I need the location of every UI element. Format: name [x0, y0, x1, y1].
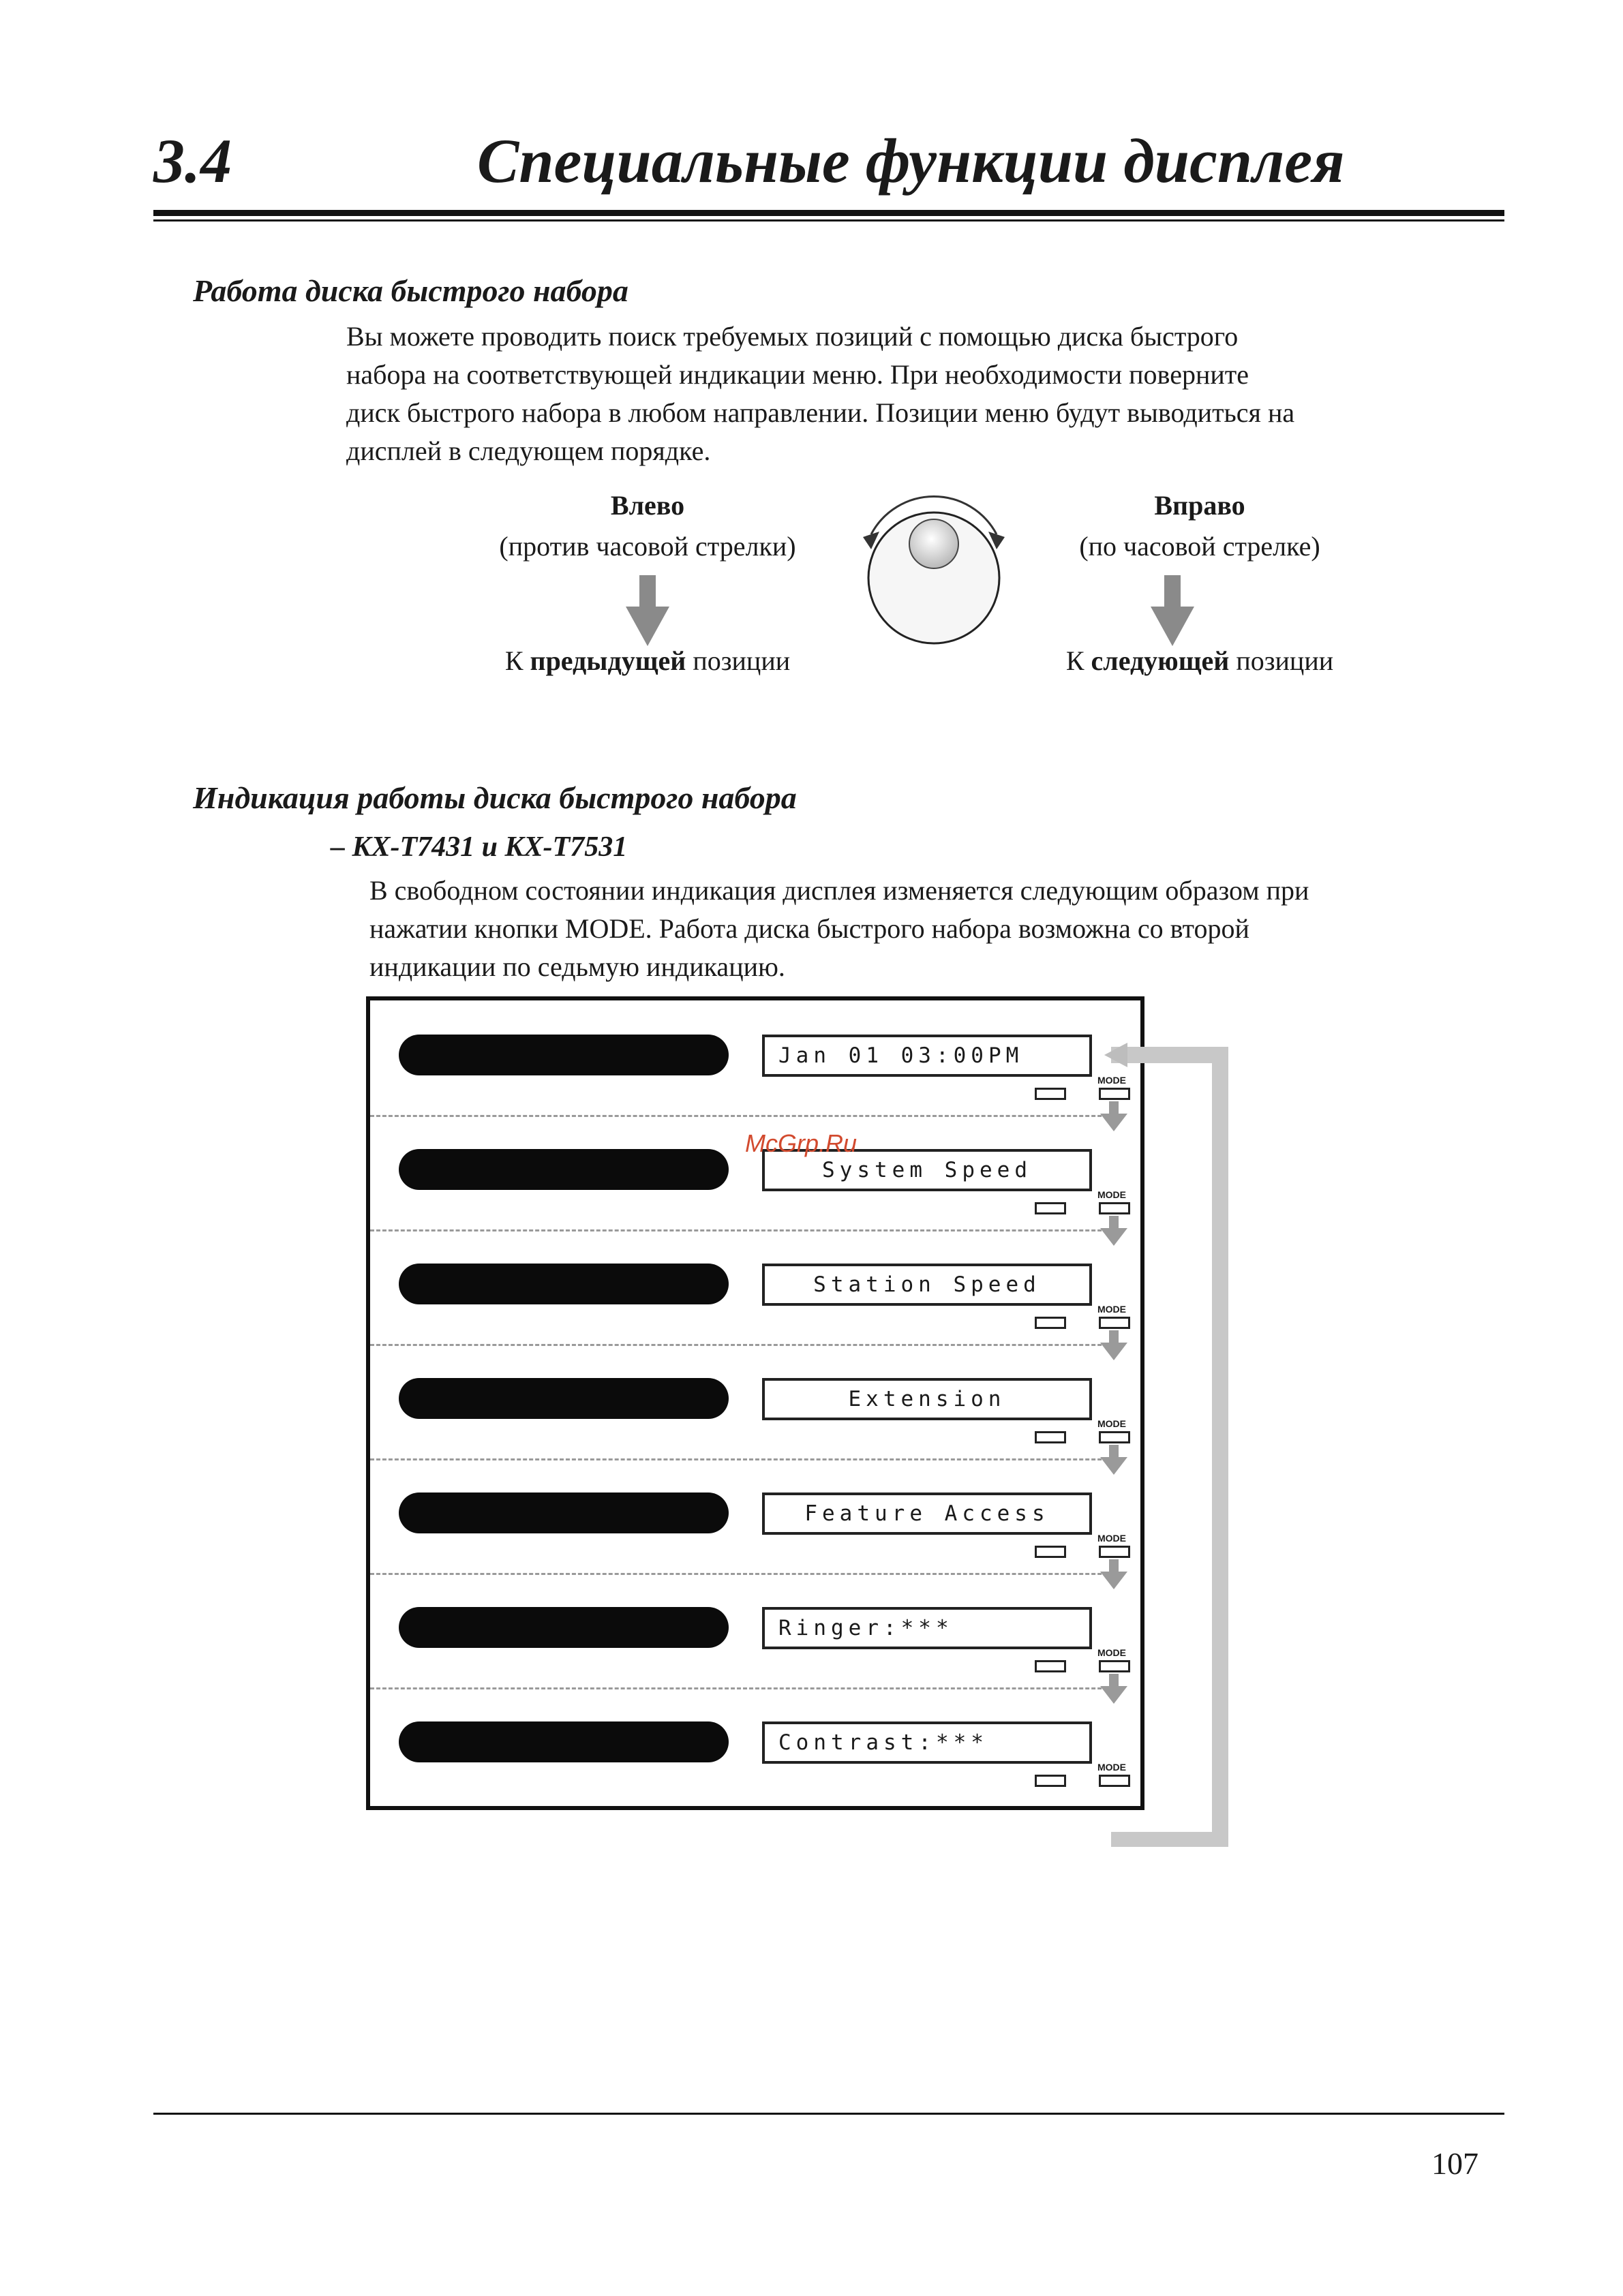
mode-button — [1099, 1202, 1130, 1214]
header-rule-thin — [153, 219, 1504, 221]
paragraph-line: В свободном состоянии индикация дисплея изменяется следующим образом при — [369, 875, 1309, 906]
mode-label: MODE — [1097, 1418, 1126, 1429]
next-down-arrow-icon — [1100, 1330, 1127, 1360]
paragraph-line: диск быстрого набора в любом направлении. Позиции меню будут выводиться на — [346, 397, 1295, 428]
soft-key-button — [1035, 1202, 1066, 1214]
row-divider — [370, 1458, 1120, 1460]
left-subtitle: (против часовой стрелки) — [499, 531, 796, 562]
right-title: Вправо — [1154, 490, 1245, 521]
indication-paragraph — [369, 872, 1460, 986]
mode-label: MODE — [1097, 1762, 1126, 1773]
footer-rule — [153, 2113, 1504, 2115]
page-number: 107 — [1431, 2146, 1478, 2181]
next-down-arrow-icon — [1100, 1674, 1127, 1704]
lcd-screen: Contrast:*** — [762, 1721, 1092, 1764]
handset-display-bar — [399, 1493, 729, 1533]
mode-button — [1099, 1088, 1130, 1100]
soft-key-button — [1035, 1775, 1066, 1787]
right-result: К следующей позиции — [1065, 645, 1334, 676]
right-down-arrow-icon — [1151, 575, 1194, 646]
next-down-arrow-icon — [1100, 1216, 1127, 1246]
paragraph-line: дисплей в следующем порядке. — [346, 435, 711, 466]
row-divider — [370, 1573, 1120, 1575]
mode-label: MODE — [1097, 1647, 1126, 1658]
row-divider — [370, 1344, 1120, 1346]
next-down-arrow-icon — [1100, 1559, 1127, 1589]
right-result-bold: следующей — [1091, 645, 1230, 676]
mode-label: MODE — [1097, 1075, 1126, 1086]
soft-key-button — [1035, 1317, 1066, 1329]
indication-heading: Индикация работы диска быстрого набора — [193, 780, 797, 815]
lcd-screen: System Speed — [762, 1149, 1092, 1191]
mode-label: MODE — [1097, 1189, 1126, 1200]
section-title: Специальные функции дисплея — [477, 126, 1345, 196]
handset-display-bar — [399, 1378, 729, 1419]
jog-dial-icon — [852, 481, 1016, 645]
mode-button — [1099, 1660, 1130, 1672]
watermark: McGrp.Ru — [745, 1129, 858, 1157]
row-divider — [370, 1229, 1120, 1231]
soft-key-button — [1035, 1660, 1066, 1672]
right-subtitle: (по часовой стрелке) — [1079, 531, 1320, 562]
mode-button — [1099, 1431, 1130, 1443]
mode-button — [1099, 1775, 1130, 1787]
row-divider — [370, 1115, 1120, 1117]
paragraph-line: Вы можете проводить поиск требуемых позиций с помощью диска быстрого — [346, 321, 1239, 352]
left-result: К предыдущей позиции — [504, 645, 791, 676]
mode-button — [1099, 1317, 1130, 1329]
paragraph-line: нажатии кнопки MODE. Работа диска быстрого набора возможна со второй — [369, 913, 1249, 944]
soft-key-button — [1035, 1431, 1066, 1443]
left-result-bold: предыдущей — [530, 645, 686, 676]
dial-paragraph — [346, 318, 1505, 470]
lcd-screen: Feature Access — [762, 1493, 1092, 1535]
header-rule — [153, 210, 1504, 216]
paragraph-line: набора на соответствующей индикации меню. При необходимости поверните — [346, 359, 1249, 390]
left-down-arrow-icon — [626, 575, 669, 646]
dial-heading: Работа диска быстрого набора — [193, 273, 628, 308]
handset-display-bar — [399, 1607, 729, 1648]
models-heading: – KX-T7431 и KX-T7531 — [331, 831, 628, 863]
left-title: Влево — [610, 490, 685, 521]
mode-label: MODE — [1097, 1304, 1126, 1315]
soft-key-button — [1035, 1546, 1066, 1558]
handset-display-bar — [399, 1721, 729, 1762]
row-divider — [370, 1687, 1120, 1689]
lcd-screen: Station Speed — [762, 1264, 1092, 1306]
handset-display-bar — [399, 1264, 729, 1304]
section-number: 3.4 — [153, 126, 232, 196]
lcd-screen: Ringer:*** — [762, 1607, 1092, 1649]
lcd-screen: Extension — [762, 1378, 1092, 1420]
next-down-arrow-icon — [1100, 1101, 1127, 1131]
mode-label: MODE — [1097, 1533, 1126, 1544]
next-down-arrow-icon — [1100, 1445, 1127, 1475]
handset-display-bar — [399, 1149, 729, 1190]
mode-button — [1099, 1546, 1130, 1558]
soft-key-button — [1035, 1088, 1066, 1100]
lcd-screen: Jan 01 03:00PM — [762, 1035, 1092, 1077]
handset-display-bar — [399, 1035, 729, 1075]
paragraph-line: индикации по седьмую индикацию. — [369, 951, 785, 982]
